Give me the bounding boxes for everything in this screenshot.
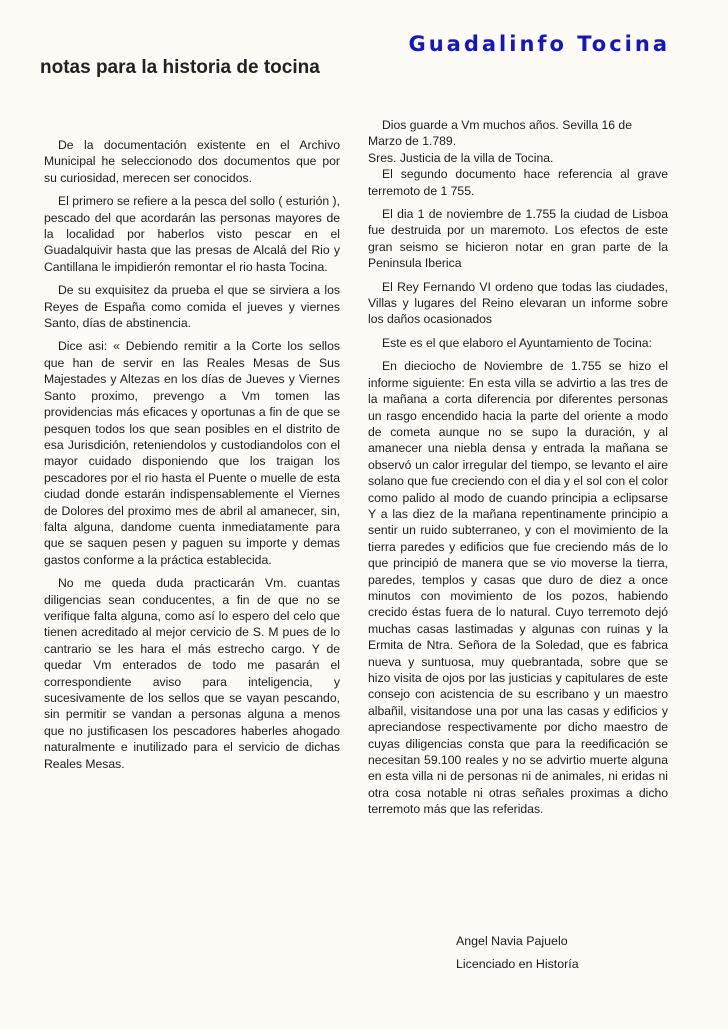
paragraph-date: Marzo de 1.789.	[368, 134, 457, 149]
page-title: notas para la historia de tocina	[40, 57, 320, 78]
paragraph-exquisitez: De su exquisitez da prueba el que se sirviera a los Reyes de España como comida el jueves y viernes Santo, días de abstinencia.	[44, 283, 340, 331]
paragraph-letter-quote: Dice asi: « Debiendo remitir a la Corte los sellos que han de servir en las Reales Mesas de Sus Majestades y Altezas en los días de Jueves y Viernes Santo proximo, prevengo a Vm tomen las providencias más eficaces y oportunas a fin de que se pesquen todos los que sean posibles en el distrito de esa Jurisdición, reteniendolos y custodiandolos con el mayor cuidado disponiendo que los traigan los pescadores por el rio hasta el Puente o muelle de esta ciudad donde estarán indispensablemente el Viernes de Dolores del proximo mes de abril al amanecer, sin, falta alguna, dandome cuenta inmediatamente para que se saquen pesen y paguen su importe y demas gastos conforme a la práctica establecida.	[44, 339, 340, 567]
brand-header: Guadalinfo Tocina	[408, 32, 670, 56]
paragraph-second-doc: El segundo documento hace referencia al grave terremoto de 1 755.	[368, 167, 668, 198]
signature-block	[456, 930, 579, 976]
author-title: Licenciado en Historía	[456, 957, 579, 971]
author-name: Angel Navia Pajuelo	[456, 934, 568, 948]
right-column	[368, 117, 668, 825]
paragraph-lisboa: El dia 1 de noviembre de 1.755 la ciudad de Lisboa fue destruida por un maremoto. Los efectos de este gran seismo se hicieron notar en gran parte de la Peninsula Iberica	[368, 207, 668, 271]
paragraph-intro: De la documentación existente en el Archivo Municipal he seleccionodo dos documentos que por su curiosidad, merecen ser conocidos.	[44, 138, 340, 185]
paragraph-sollo: El primero se refiere a la pesca del sollo ( esturión ), pescado del que acordarán las personas mayores de la localidad por haberlos visto pescar en el Guadalquivir hasta que las presas de Alcalá del Rio y Cantillana le impidierón remontar el rio hasta Tocina.	[44, 194, 340, 274]
paragraph-recipient: Sres. Justicia de la villa de Tocina.	[368, 150, 554, 165]
paragraph-informe: En dieciocho de Noviembre de 1.755 se hizo el informe siguiente: En esta villa se advirtio a las tres de la mañana a corta diferencia por diferentes personas un rasgo encendido hacia la parte del oriente a modo de cometa aunque no se supo la duración, y al amanecer una niebla densa y entrada la mañana se observó un calor irregular del tiempo, se levanto el aire solano que fue creciendo con el dia y el sol con el color como palido al modo de cuando principia a eclipsarse Y a las diez de la mañana repentinamente principio a sentir un ruido subterraneo, y con el movimiento de la tierra paredes y edificios que fue creciendo más de lo que principió de manera que se vio moverse la tierra, paredes, templos y casas que duro de diez a once minutos con movimiento de los pozos, habiendo crecido éstas fuera de lo natural. Cuyo terremoto dejó muchas casas lastimadas y algunas con ruinas y la Ermita de Ntra. Señora de la Soledad, que es fabrica nueva y suntuosa, muy quebrantada, sobre que se hizo visita de ojos por las justicias y capitulares de este consejo con acistencia de su escribano y un maestro albañil, visitandose una por una las casas y edificios y apreciandose respectivamente por dicho maestro de cuyas diligencias consta que para la reedificación se necesitan 59.100 reales y no se advirtio muerte alguna en esta villa ni de personas ni de animales, ni eridas ni otra cosa notable ni otras señales proximas a dicho terremoto más que las referidas.	[368, 359, 668, 817]
paragraph-ayuntamiento: Este es el que elaboro el Ayuntamiento de Tocina:	[382, 335, 652, 350]
paragraph-rey: El Rey Fernando VI ordeno que todas las ciudades, Villas y lugares del Reino elevaran un informe sobre los daños ocasionados	[368, 279, 668, 327]
left-column	[44, 137, 340, 779]
paragraph-letter-close: No me queda duda practicarán Vm. cuantas diligencias sean conducentes, a fin de que no se verifique falta alguna, como así lo espero del celo que tienen acreditado al mejor cervicio de S. M pues de lo cantrario se les hara el más estrecho cargo. Y de quedar Vm enterados de todo me pasarán el correspondiente aviso para inteligencia, y sucesivamente de los sellos que se vayan pescando, sin permitir se vandan a personas alguna a menos que no justificasen los pescadores haberles ahogado naturalmente e inutilizado para el servicio de dichas Reales Mesas.	[44, 576, 340, 771]
paragraph-dios-guarde: Dios guarde a Vm muchos años. Sevilla 16 de	[382, 118, 632, 132]
